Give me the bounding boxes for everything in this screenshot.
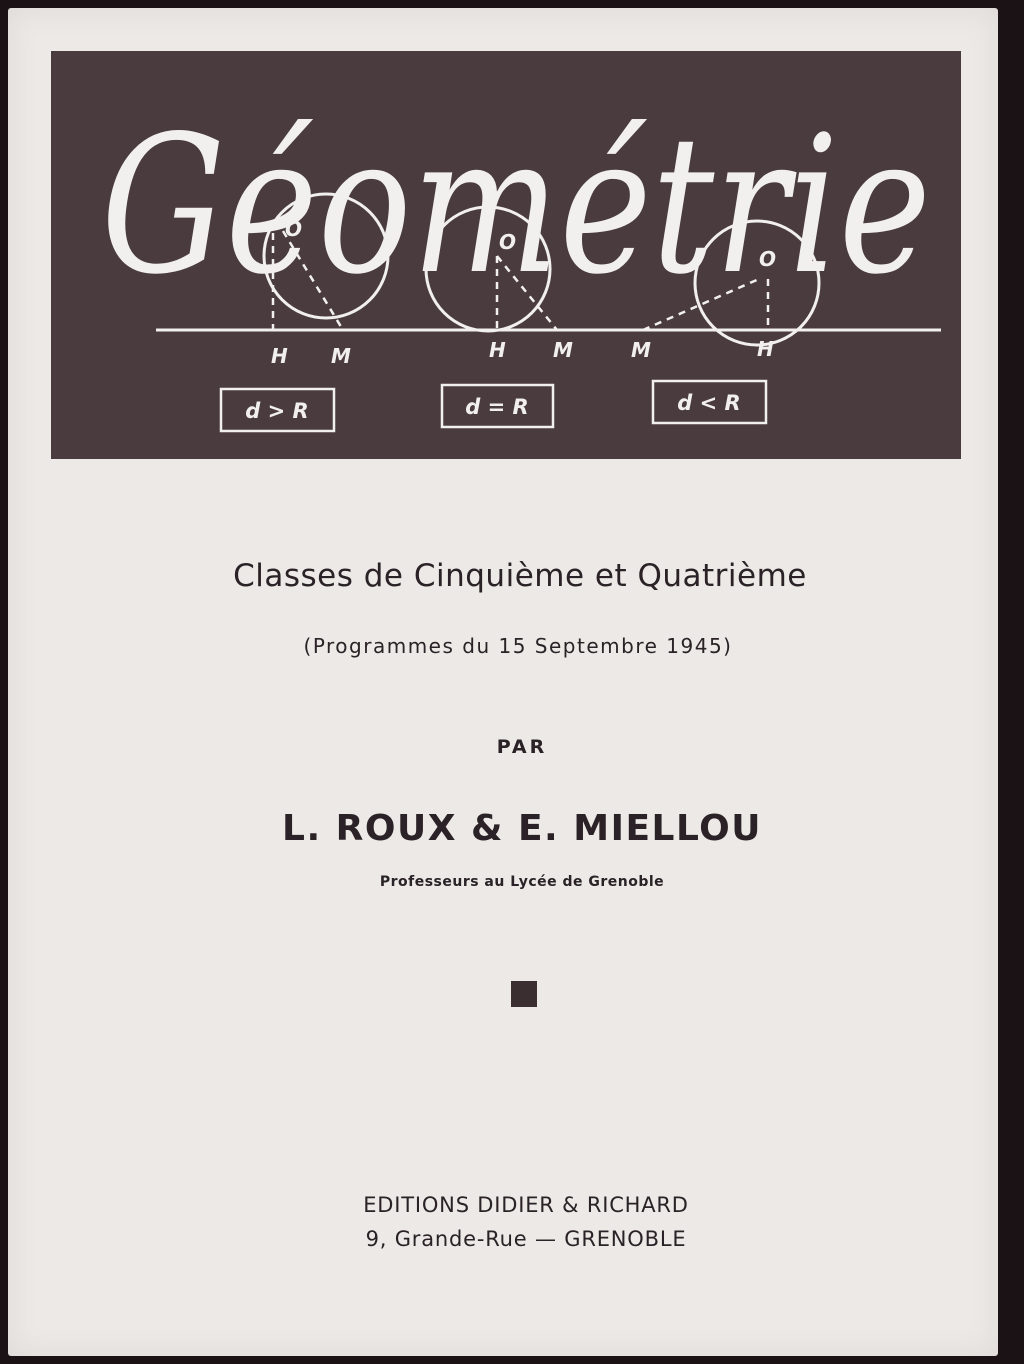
title-illustration <box>51 51 961 459</box>
label-h-left: H <box>271 344 288 368</box>
cover-subtitle: Classes de Cinquième et Quatrième <box>233 558 807 594</box>
cover-title: Géométrie <box>101 95 931 316</box>
relation-middle: d = R <box>465 395 529 419</box>
publisher: EDITIONS DIDIER & RICHARD <box>363 1193 689 1217</box>
title-banner <box>51 51 961 459</box>
label-m-right: M <box>631 338 651 362</box>
label-m-left: M <box>331 344 351 368</box>
publisher-address: 9, Grande-Rue — GRENOBLE <box>365 1227 687 1251</box>
relation-right: d < R <box>677 391 741 415</box>
label-h-right: H <box>757 337 774 361</box>
by-label: PAR <box>496 736 548 758</box>
relation-left: d > R <box>245 399 309 423</box>
authors: L. ROUX & E. MIELLOU <box>282 808 762 849</box>
square-ornament <box>511 981 537 1007</box>
label-m-middle: M <box>553 338 573 362</box>
programmes-date: (Programmes du 15 Septembre 1945) <box>303 634 733 658</box>
label-o-right: O <box>759 247 777 271</box>
label-h-middle: H <box>489 338 506 362</box>
label-o-left: O <box>285 217 303 241</box>
label-o-middle: O <box>499 230 517 254</box>
authors-role: Professeurs au Lycée de Grenoble <box>379 874 665 890</box>
